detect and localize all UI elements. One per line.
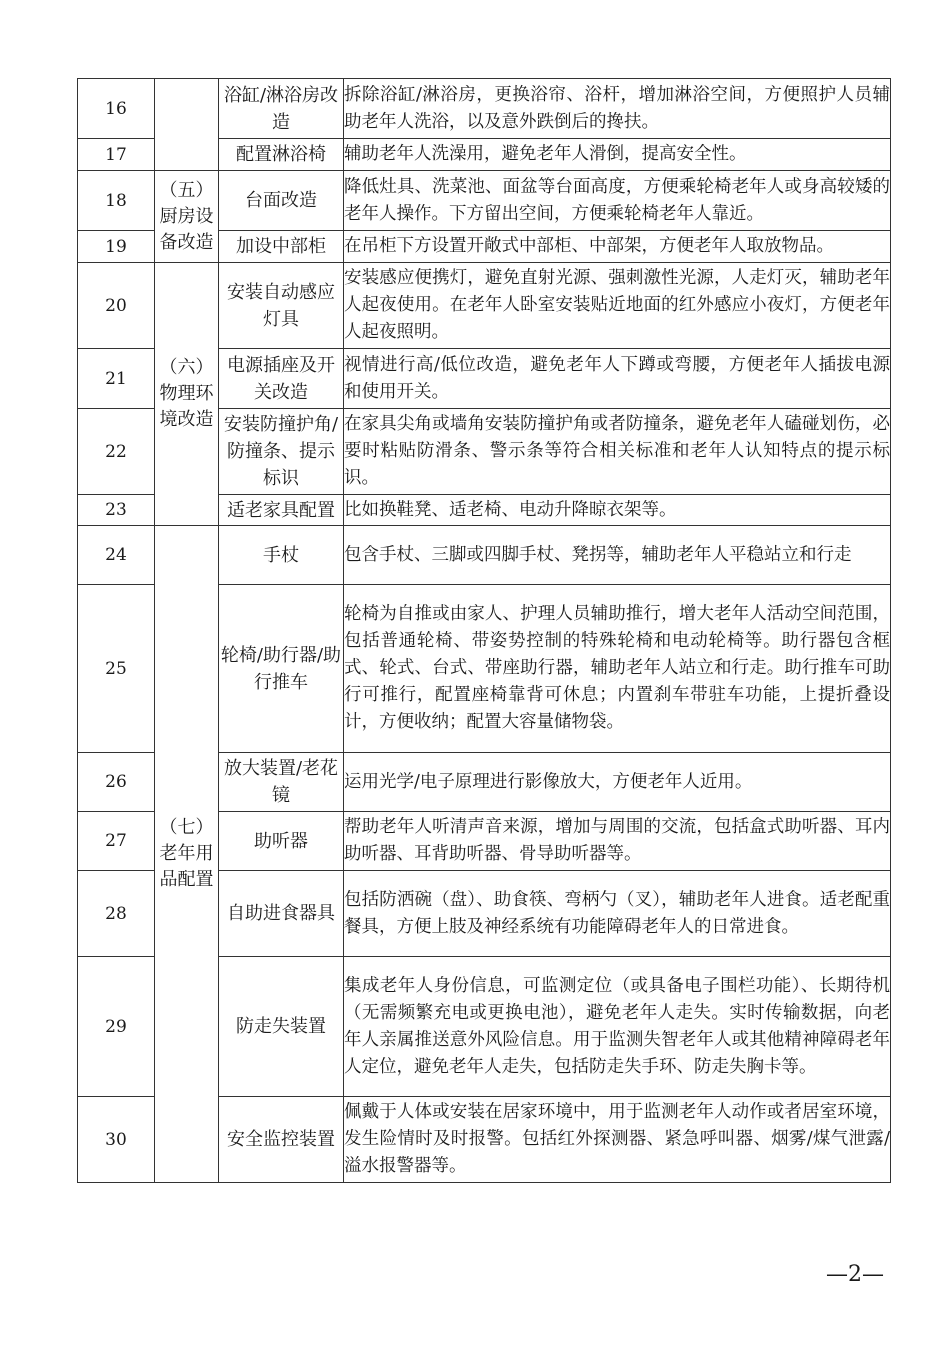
category-elderly-goods: （七）老年用品配置 — [155, 526, 219, 1183]
item-description: 集成老年人身份信息，可监测定位（或具备电子围栏功能）、长期待机（无需频繁充电或更换电池），避免老年人走失。实时传输数据，向老年人亲属推送意外风险信息。用于监测失智老年人或其他精神障碍老年人定位，避免老年人走失，包括防走失手环、防走失胸卡等。 — [344, 957, 891, 1097]
row-number: 30 — [78, 1097, 155, 1183]
row-number: 26 — [78, 753, 155, 812]
item-description: 在吊柜下方设置开敞式中部柜、中部架，方便老年人取放物品。 — [344, 231, 891, 263]
item-description: 运用光学/电子原理进行影像放大，方便老年人近用。 — [344, 753, 891, 812]
item-description: 辅助老年人洗澡用，避免老年人滑倒，提高安全性。 — [344, 139, 891, 171]
item-description: 包括防洒碗（盘）、助食筷、弯柄勺（叉），辅助老年人进食。适老配重餐具，方便上肢及神经系统有功能障碍老年人的日常进食。 — [344, 871, 891, 957]
row-number: 18 — [78, 171, 155, 231]
item-name: 自助进食器具 — [219, 871, 344, 957]
category-cell-continued — [155, 79, 219, 171]
item-description: 安装感应便携灯，避免直射光源、强刺激性光源，人走灯灭，辅助老年人起夜使用。在老年人卧室安装贴近地面的红外感应小夜灯，方便老年人起夜照明。 — [344, 263, 891, 349]
item-name: 放大装置/老花镜 — [219, 753, 344, 812]
row-number: 21 — [78, 349, 155, 409]
item-description: 佩戴于人体或安装在居家环境中，用于监测老年人动作或者居室环境，发生险情时及时报警。包括红外探测器、紧急呼叫器、烟雾/煤气泄露/溢水报警器等。 — [344, 1097, 891, 1183]
renovation-table — [77, 78, 891, 1183]
item-description: 在家具尖角或墙角安装防撞护角或者防撞条，避免老年人磕碰划伤，必要时粘贴防滑条、警示条等符合相关标准和老年人认知特点的提示标识。 — [344, 409, 891, 495]
table-row — [78, 263, 891, 349]
row-number: 20 — [78, 263, 155, 349]
item-description: 帮助老年人听清声音来源，增加与周围的交流，包括盒式助听器、耳内助听器、耳背助听器、骨导助听器等。 — [344, 812, 891, 871]
category-physical: （六）物理环境改造 — [155, 263, 219, 526]
item-name: 防走失装置 — [219, 957, 344, 1097]
item-name: 加设中部柜 — [219, 231, 344, 263]
table-row — [78, 171, 891, 231]
row-number: 19 — [78, 231, 155, 263]
item-description: 包含手杖、三脚或四脚手杖、凳拐等，辅助老年人平稳站立和行走 — [344, 526, 891, 585]
row-number: 29 — [78, 957, 155, 1097]
row-number: 25 — [78, 585, 155, 753]
page-number: —2— — [826, 1262, 884, 1287]
item-description: 轮椅为自推或由家人、护理人员辅助推行，增大老年人活动空间范围，包括普通轮椅、带姿势控制的特殊轮椅和电动轮椅等。助行器包含框式、轮式、台式、带座助行器，辅助老年人站立和行走。助行推车可助行可推行，配置座椅靠背可休息；内置刹车带驻车功能，上提折叠设计，方便收纳；配置大容量储物袋。 — [344, 585, 891, 753]
item-description: 比如换鞋凳、适老椅、电动升降晾衣架等。 — [344, 495, 891, 526]
table-row — [78, 526, 891, 585]
category-kitchen: （五）厨房设备改造 — [155, 171, 219, 263]
item-name: 安装防撞护角/防撞条、提示标识 — [219, 409, 344, 495]
item-description: 拆除浴缸/淋浴房，更换浴帘、浴杆，增加淋浴空间，方便照护人员辅助老年人洗浴，以及意外跌倒后的搀扶。 — [344, 79, 891, 139]
item-name: 浴缸/淋浴房改造 — [219, 79, 344, 139]
item-name: 安装自动感应灯具 — [219, 263, 344, 349]
item-name: 适老家具配置 — [219, 495, 344, 526]
row-number: 23 — [78, 495, 155, 526]
row-number: 22 — [78, 409, 155, 495]
item-name: 安全监控装置 — [219, 1097, 344, 1183]
row-number: 17 — [78, 139, 155, 171]
row-number: 24 — [78, 526, 155, 585]
row-number: 16 — [78, 79, 155, 139]
table-row — [78, 79, 891, 139]
item-description: 视情进行高/低位改造，避免老年人下蹲或弯腰，方便老年人插拔电源和使用开关。 — [344, 349, 891, 409]
item-name: 手杖 — [219, 526, 344, 585]
item-name: 配置淋浴椅 — [219, 139, 344, 171]
item-name: 台面改造 — [219, 171, 344, 231]
item-description: 降低灶具、洗菜池、面盆等台面高度，方便乘轮椅老年人或身高较矮的老年人操作。下方留出空间，方便乘轮椅老年人靠近。 — [344, 171, 891, 231]
row-number: 28 — [78, 871, 155, 957]
item-name: 轮椅/助行器/助行推车 — [219, 585, 344, 753]
item-name: 电源插座及开关改造 — [219, 349, 344, 409]
item-name: 助听器 — [219, 812, 344, 871]
row-number: 27 — [78, 812, 155, 871]
